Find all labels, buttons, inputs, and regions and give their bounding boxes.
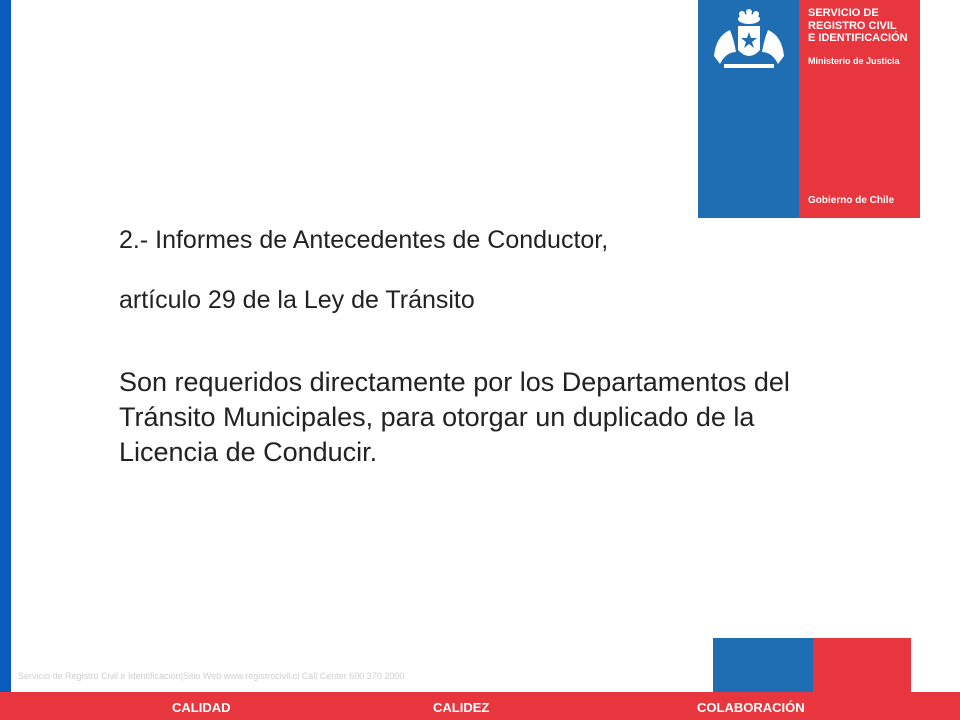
left-accent-separator xyxy=(11,0,13,692)
institution-logo xyxy=(698,0,920,218)
organization-name-line: E IDENTIFICACIÓN xyxy=(808,32,908,44)
organization-name xyxy=(808,7,908,45)
ministry-name: Ministerio de Justicia xyxy=(808,56,900,66)
slide-body-text: Son requeridos directamente por los Departamentos del Tránsito Municipales, para otorgar un duplicado de la Licencia de Conducir. xyxy=(119,367,790,467)
government-name: Gobierno de Chile xyxy=(808,195,895,206)
left-accent-bar xyxy=(0,0,11,692)
footer-value-calidez: CALIDEZ xyxy=(433,700,490,715)
flag-red-block xyxy=(813,638,911,692)
organization-name-line: SERVICIO DE xyxy=(808,7,879,19)
footer-value-calidad: CALIDAD xyxy=(172,700,231,715)
footer-value-colaboracion: COLABORACIÓN xyxy=(697,700,805,715)
footer-contact-note: Servicio de Registro Civil e Identificación|Sitio Web www.registrocivil.cl Call Center 600 370 2000 xyxy=(18,671,405,681)
slide-title-line-1: 2.- Informes de Antecedentes de Conductor, xyxy=(119,226,609,254)
chile-coat-of-arms-icon xyxy=(708,6,790,76)
flag-blue-block xyxy=(713,638,813,692)
slide-title-line-2: artículo 29 de la Ley de Tránsito xyxy=(119,286,475,314)
organization-name-line: REGISTRO CIVIL xyxy=(808,19,897,32)
footer-values-bar xyxy=(0,692,960,720)
